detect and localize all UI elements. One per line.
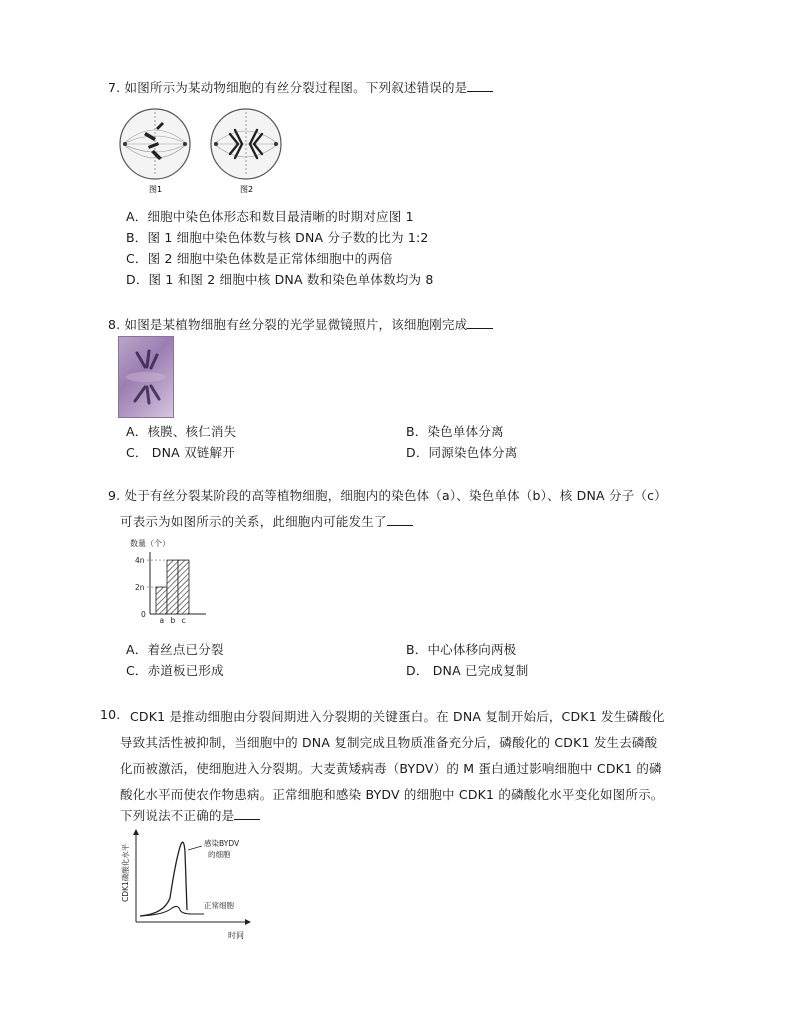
q7-mitosis-figures	[118, 106, 286, 196]
q9-bar-b	[167, 560, 178, 614]
q10-line-5: 下列说法不正确的是	[120, 806, 260, 824]
q8-chromosomes-image	[119, 337, 173, 417]
q8-option-d[interactable]: D．同源染色体分离	[406, 445, 518, 460]
q7-option-c[interactable]: C．图 2 细胞中染色体数是正常体细胞中的两倍	[126, 251, 393, 266]
q7-option-b[interactable]: B．图 1 细胞中染色体数与核 DNA 分子数的比为 1:2	[126, 230, 429, 245]
q7-fig2-label: 图2	[240, 185, 254, 194]
q9-ylabel	[130, 538, 170, 548]
q9-bar-chart	[118, 536, 214, 628]
q10-ylabel: CDK1磷酸化水平	[121, 843, 130, 902]
q9-option-c[interactable]: C．赤道板已形成	[126, 663, 224, 678]
q9-ytick-label: 4n	[135, 556, 145, 566]
q7-fig1-cell	[120, 109, 190, 179]
q8-micrograph	[118, 336, 174, 418]
q9-bar-a	[156, 587, 167, 614]
q10-infected-curve	[140, 842, 187, 916]
q9-stem-line1: 9. 处于有丝分裂某阶段的高等植物细胞，细胞内的染色体（a）、染色单体（b）、核 DNA 分子（c）	[108, 488, 667, 503]
q9-option-b[interactable]: B．中心体移向两极	[406, 642, 517, 657]
q9-ylabel-text: 数量（个）	[130, 539, 170, 548]
q9-answer-blank	[387, 515, 413, 526]
q7-option-d[interactable]: D．图 1 和图 2 细胞中核 DNA 数和染色单体数均为 8	[126, 272, 434, 287]
q8-option-a[interactable]: A．核膜、核仁消失	[126, 424, 237, 439]
q9-option-d[interactable]: D． DNA 已完成复制	[406, 663, 529, 678]
q10-xlabel: 时间	[228, 931, 244, 940]
q10-answer-blank	[234, 809, 260, 820]
q10-number: 10.	[100, 707, 121, 722]
q9-option-a[interactable]: A．着丝点已分裂	[126, 642, 224, 657]
q9-bar-c	[178, 560, 189, 614]
q8-answer-blank	[467, 318, 493, 329]
q9-category-label: a	[159, 616, 165, 625]
q7-answer-blank	[467, 81, 493, 92]
q9-ytick-zero: 0	[141, 610, 146, 619]
q10-normal-label: 正常细胞	[204, 901, 234, 910]
q7-fig2-cell	[211, 109, 281, 179]
q7-stem: 7. 如图所示为某动物细胞的有丝分裂过程图。下列叙述错误的是	[108, 78, 493, 96]
q8-stem: 8. 如图是某植物细胞有丝分裂的光学显微镜照片，该细胞刚完成	[108, 315, 493, 333]
q7-option-a[interactable]: A．细胞中染色体形态和数目最清晰的时期对应图 1	[126, 209, 414, 224]
q9-ytick-label: 2n	[135, 583, 145, 593]
q10-infected-leader	[188, 846, 202, 850]
q9-category-label: b	[170, 616, 176, 625]
q10-infected-label-2: 的细胞	[208, 850, 231, 859]
q10-infected-label-1: 感染BYDV	[204, 839, 240, 848]
q10-line-4: 酸化水平而使农作物患病。正常细胞和感染 BYDV 的细胞中 CDK1 的磷酸化水平变化如图所示。	[120, 787, 664, 802]
q9-category-label: c	[181, 616, 186, 625]
q8-option-b[interactable]: B．染色单体分离	[406, 424, 504, 439]
q10-line-2: 导致其活性被抑制，当细胞中的 DNA 复制完成且物质准备充分后，磷酸化的 CDK1 发生去磷酸	[120, 735, 658, 750]
q9-stem-line2: 可表示为如图所示的关系，此细胞内可能发生了	[120, 512, 413, 530]
q10-line-1: CDK1 是推动细胞由分裂间期进入分裂期的关键蛋白。在 DNA 复制开始后，CDK1 发生磷酸化	[130, 709, 665, 724]
q8-option-c[interactable]: C． DNA 双链解开	[126, 445, 235, 460]
q7-fig1-label: 图1	[149, 185, 163, 194]
q10-line-3: 化而被激活，使细胞进入分裂期。大麦黄矮病毒（BYDV）的 M 蛋白通过影响细胞中 CDK1 的磷	[120, 761, 662, 776]
q10-line-chart	[118, 828, 258, 944]
